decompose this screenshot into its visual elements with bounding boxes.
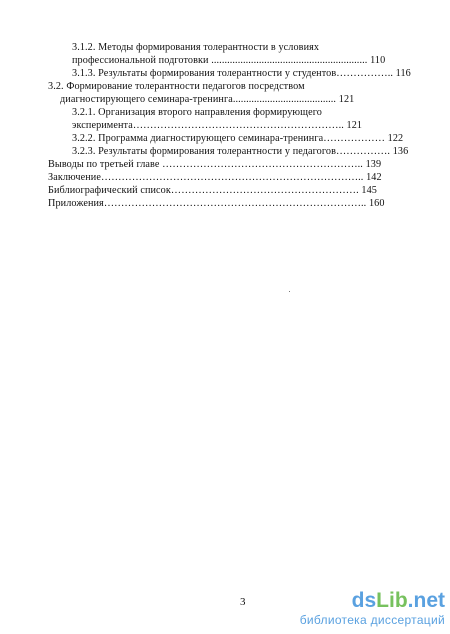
toc-page-number: 139 xyxy=(365,159,382,170)
watermark xyxy=(299,589,447,631)
toc-entry-conclusion: Заключение………………………………………………………………….. 142 xyxy=(48,172,382,183)
toc-page-number: 136 xyxy=(392,146,409,157)
toc-page-number: 116 xyxy=(395,68,411,79)
toc-page-number: 121 xyxy=(338,94,355,105)
toc-entry-3-1-2-line1: 3.1.2. Методы формирования толерантности в условиях xyxy=(72,42,320,53)
watermark-logo: dsLib.net xyxy=(351,589,445,612)
toc-entry-bibliography: Библиографический список………………………………………………. 145 xyxy=(48,185,377,196)
watermark-tagline: библиотека диссертаций xyxy=(299,613,445,627)
toc-page-number: 160 xyxy=(368,198,385,209)
toc-entry-3-2-3: 3.2.3. Результаты формирования толерантности у педагогов……………. 136 xyxy=(72,146,409,157)
toc-entry-3-2-line2: диагностирующего семинара-тренинга....................................... 121 xyxy=(60,94,355,105)
page-number: 3 xyxy=(240,596,246,608)
toc-page-number: 121 xyxy=(346,120,363,131)
toc-entry-3-2-1-line1: 3.2.1. Организация второго направления формирующего xyxy=(72,107,322,118)
toc-page-number: 110 xyxy=(370,55,386,66)
toc-page-number: 122 xyxy=(387,133,404,144)
toc-entry-3-2-2: 3.2.2. Программа диагностирующего семинара-тренинга……………… 122 xyxy=(72,133,404,144)
scan-speck xyxy=(289,291,290,292)
toc-entry-3-1-3: 3.1.3. Результаты формирования толерантности у студентов…………….. 116 xyxy=(72,68,411,79)
toc-entry-appendices: Приложения………………………………………………………………….. 160 xyxy=(48,198,385,209)
toc-page-number: 142 xyxy=(366,172,382,183)
toc-entry-conclusions-chapter3: Выводы по третьей главе ………………………………………………….. 139 xyxy=(48,159,382,170)
toc-entry-3-2-1-line2: эксперимента…………………………………………………….. 121 xyxy=(72,120,363,131)
toc-page-number: 145 xyxy=(361,185,377,196)
toc-entry-3-2-line1: 3.2. Формирование толерантности педагогов посредством xyxy=(48,81,305,92)
toc-entry-3-1-2-line2: профессиональной подготовки ........................................................... 110 xyxy=(72,55,386,66)
